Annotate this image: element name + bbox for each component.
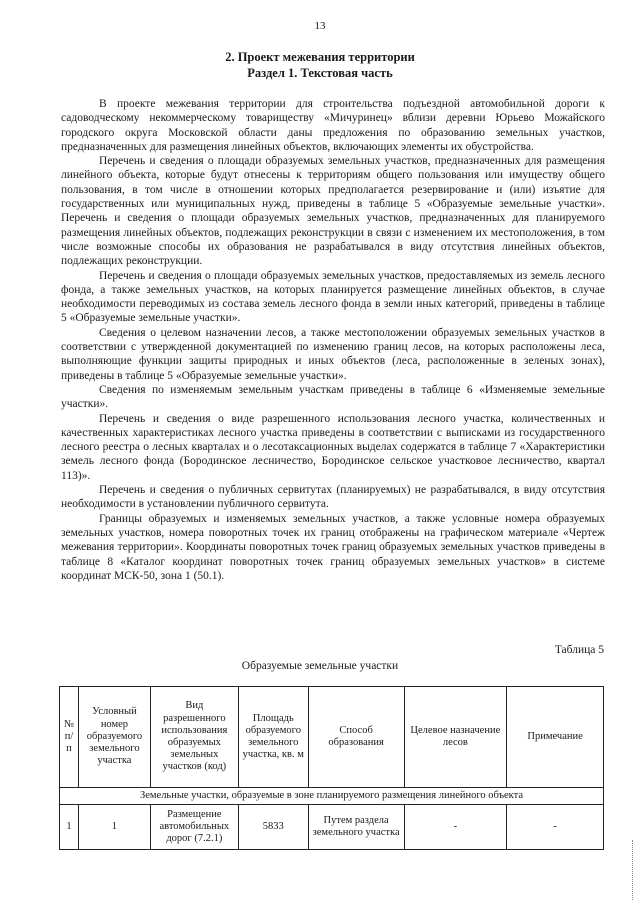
section-heading: 2. Проект межевания территории (225, 50, 415, 64)
body-text (61, 97, 605, 583)
table-cell: - (507, 805, 604, 850)
paragraph: Перечень и сведения о площади образуемых земельных участков, предназначенных для размещения линейного объекта, которые будут отнесены к территориям общего пользования или имуществу общего пользования, в том числе в отношении которых предполагается резервирование и (или) изъятие для государственных или муниципальных нужд, приведены в таблице 5 «Образуемые земельные участки». Перечень и сведения о площади образуемых земельных участков, предназначенных для планируемого размещения линейных объектов, подлежащих реконструкции в связи с изменением их местоположения, в том числе возможные способы их образования не разрабатывался в виду отсутствия линейных объектов, подлежащих реконструкции. (61, 155, 605, 268)
paragraph: Перечень и сведения о виде разрешенного использования лесного участка, количественных и качественных характеристиках лесного участка приведены в соответствии с выписками из государственного лесного реестра о лесных кварталах и о лесотаксационных выделах содержатся в таблице 7 «Характеристики земель лесного фонда (Бородинское лесничество, Бородинское сельское участковое лесничество, квартал 113)». (61, 412, 605, 482)
section-cell: Земельные участки, образуемые в зоне планируемого размещения линейного объекта (60, 788, 604, 805)
table-caption: Образуемые земельные участки (241, 660, 399, 672)
table-cell: 5833 (238, 805, 308, 850)
paragraph: Перечень и сведения о площади образуемых земельных участков, предоставляемых из земель лесного фонда, а также земельных участков, на которых планируется размещение линейных объектов, в случае необходимости переводимых из состава земель лесного фонда в земли иных категорий, приведены в таблице 5 «Образуемые земельные участки». (61, 269, 605, 325)
header-cell: Примечание (507, 687, 604, 788)
paragraph: Перечень и сведения о публичных сервитутах (планируемых) не разрабатывался, в виду отсутствия необходимости в установлении публичного сервитута. (61, 484, 605, 511)
table-cell: 1 (78, 805, 150, 850)
table-cell: Размещение автомобильных дорог (7.2.1) (150, 805, 238, 850)
table-cell: 1 (60, 805, 79, 850)
header-cell: Вид разрешенного использования образуемых земельных участков (код) (150, 687, 238, 788)
subsection-heading: Раздел 1. Текстовая часть (247, 66, 393, 80)
margin-mark (632, 840, 634, 900)
paragraph: Сведения о целевом назначении лесов, а также местоположении образуемых земельных участков в соответствии с утвержденной документацией по изменению границ лесов, на которых расположены леса, выполняющие функции защиты природных и иных объектов (леса, расположенные в зеленых зонах), приведены в таблице 5 «Образуемые земельные участки». (61, 326, 605, 382)
paragraph: В проекте межевания территории для строительства подъездной автомобильной дороги к садоводческому некоммерческому товариществу «Мичуринец» вблизи деревни Юрьево Можайского городского округа Московской области даны предложения по образованию земельных участков, предназначенных для размещения линейных объектов, включающих элементы их обустройства. (61, 98, 605, 153)
table-row (60, 805, 604, 850)
table-label: Таблица 5 (554, 644, 604, 656)
paragraph: Границы образуемых и изменяемых земельных участков, а также условные номера образуемых земельных участков, номера поворотных точек их границ отображены на графическом материале «Чертеж межевания территории». Координаты поворотных точек границ образуемых земельных участков приведены в таблице 8 «Каталог координат поворотных точек границ образуемых земельных участков» в системе координат МСК-50, зона 1 (50.1). (61, 512, 605, 582)
page-number: 13 (314, 20, 326, 32)
header-cell: Площадь образуемого земельного участка, кв. м (238, 687, 308, 788)
parcels-table (59, 686, 604, 850)
table-header-row (60, 687, 604, 788)
header-cell: Способ образования (308, 687, 404, 788)
table-cell: Путем раздела земельного участка (308, 805, 404, 850)
header-cell: Условный номер образуемого земельного участка (78, 687, 150, 788)
header-cell: Целевое назначение лесов (404, 687, 507, 788)
header-cell: № п/п (60, 687, 79, 788)
paragraph: Сведения по изменяемым земельным участкам приведены в таблице 6 «Изменяемые земельные участки». (61, 383, 605, 411)
table-cell: - (404, 805, 507, 850)
table-section-row (60, 788, 604, 805)
